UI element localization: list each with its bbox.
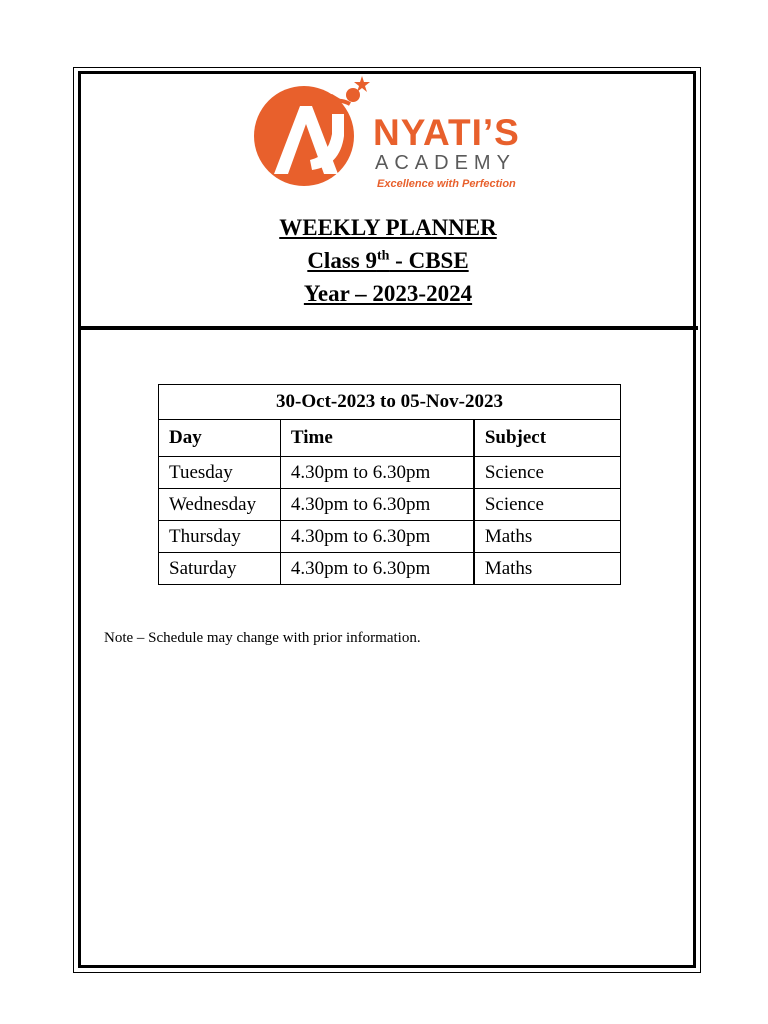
header-divider bbox=[78, 326, 698, 330]
table-row bbox=[159, 553, 621, 585]
table-row bbox=[159, 521, 621, 553]
cell-time: 4.30pm to 6.30pm bbox=[280, 553, 473, 585]
cell-day: Saturday bbox=[159, 553, 281, 585]
document-titles bbox=[78, 211, 698, 310]
schedule-table bbox=[158, 384, 621, 585]
brand-name: NYATI’S bbox=[373, 112, 520, 153]
cell-day: Tuesday bbox=[159, 457, 281, 489]
brand-subname: ACADEMY bbox=[375, 152, 516, 174]
class-title bbox=[78, 244, 698, 277]
date-range-row bbox=[159, 385, 621, 420]
page-title: WEEKLY PLANNER bbox=[279, 215, 497, 240]
cell-subject: Maths bbox=[474, 521, 621, 553]
brand-tagline: Excellence with Perfection bbox=[377, 178, 516, 190]
year-title: Year – 2023-2024 bbox=[303, 281, 473, 306]
class-suffix: - CBSE bbox=[389, 248, 469, 273]
column-header-day: Day bbox=[159, 420, 281, 457]
logo-wordmark bbox=[373, 114, 520, 191]
cell-subject: Science bbox=[474, 457, 621, 489]
date-range: 30-Oct-2023 to 05-Nov-2023 bbox=[159, 385, 621, 420]
cell-time: 4.30pm to 6.30pm bbox=[280, 521, 473, 553]
cell-day: Thursday bbox=[159, 521, 281, 553]
table-row bbox=[159, 457, 621, 489]
schedule-note: Note – Schedule may change with prior information. bbox=[104, 630, 421, 646]
column-header-subject: Subject bbox=[474, 420, 621, 457]
cell-subject: Maths bbox=[474, 553, 621, 585]
cell-time: 4.30pm to 6.30pm bbox=[280, 489, 473, 521]
cell-time: 4.30pm to 6.30pm bbox=[280, 457, 473, 489]
cell-day: Wednesday bbox=[159, 489, 281, 521]
class-prefix: Class 9 bbox=[307, 248, 377, 273]
column-header-time: Time bbox=[280, 420, 473, 457]
table-header-row bbox=[159, 420, 621, 457]
class-superscript: th bbox=[376, 248, 390, 264]
table-row bbox=[159, 489, 621, 521]
cell-subject: Science bbox=[474, 489, 621, 521]
